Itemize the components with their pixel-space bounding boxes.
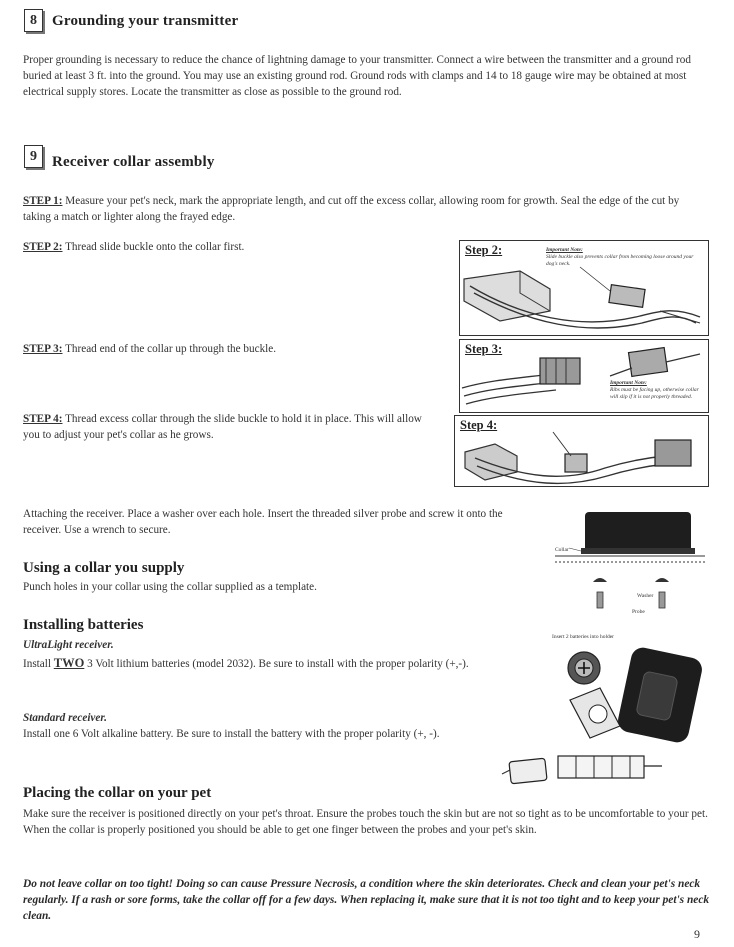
step-3-text	[23, 342, 443, 358]
slide-buckle-illustration	[455, 416, 708, 486]
step-2-label: STEP 2:	[23, 241, 63, 253]
ultralight-text	[23, 656, 503, 673]
step-2-note-title: Important Note:	[546, 247, 583, 253]
step-2-text	[23, 240, 443, 256]
placing-title: Placing the collar on your pet	[23, 785, 212, 801]
batteries-title: Installing batteries	[23, 617, 144, 633]
pressure-necrosis-warning: Do not leave collar on too tight! Doing so can cause Pressure Necrosis, a condition where the skin deteriorates. Check and clean your pet's neck regularly. If a rash or sore forms, take the collar off for a few days. When replacing it, make sure that it is not too tight and to keep your pet's neck clean.	[23, 878, 710, 922]
step-3-figure-label: Step 3:	[465, 342, 503, 356]
grounding-paragraph: Proper grounding is necessary to reduce the chance of lightning damage to your transmitter. Connect a wire between the transmitter and a ground rod buried at least 3 ft. into the ground. You may use an existing ground rod. Ground rods with clamps and 14 to 18 gauge wire may be obtained at most electrical supply stores. Locate the transmitter as close as possible to the ground rod.	[23, 54, 691, 98]
collar-callout: Collar	[555, 547, 569, 553]
step-2-figure-label: Step 2:	[465, 243, 503, 257]
ultralight-label: UltraLight receiver.	[23, 639, 114, 651]
standard-battery-illustration	[498, 748, 666, 788]
step-2-figure	[459, 240, 709, 336]
own-collar-text: Punch holes in your collar using the collar supplied as a template.	[23, 581, 317, 593]
section-8-title: Grounding your transmitter	[52, 13, 239, 29]
step-4-figure	[454, 415, 709, 487]
step-4-body: Thread excess collar through the slide buckle to hold it in place. This will allow you to adjust your pet's collar as he grows.	[23, 413, 422, 441]
attaching-paragraph: Attaching the receiver. Place a washer over each hole. Insert the threaded silver probe and screw it onto the receiver. Use a wrench to secure.	[23, 508, 503, 536]
page-number: 9	[694, 927, 700, 941]
section-9-title: Receiver collar assembly	[52, 154, 215, 170]
own-collar-title: Using a collar you supply	[23, 560, 185, 576]
step-3-note-title: Important Note:	[610, 380, 647, 386]
step-4-text	[23, 412, 441, 444]
step-1-text	[23, 194, 708, 226]
step-3-body: Thread end of the collar up through the buckle.	[65, 343, 277, 355]
step-4-figure-label: Step 4:	[460, 418, 498, 432]
collar-thread-illustration	[460, 340, 708, 412]
step-3-note-text: Ribs must be facing up, otherwise collar will slip if it is not properly threaded.	[610, 387, 699, 400]
ultralight-two: TWO	[53, 656, 85, 670]
step-4-label: STEP 4:	[23, 413, 63, 425]
standard-text: Install one 6 Volt alkaline battery. Be sure to install the battery with the proper polarity (+, -).	[23, 728, 440, 740]
step-1-body: Measure your pet's neck, mark the appropriate length, and cut off the excess collar, allowing room for growth. Seal the edge of the cut by taking a match or lighter along the frayed edge.	[23, 195, 680, 223]
section-number-8: 8	[24, 9, 43, 32]
step-2-note-text: Slide buckle also prevents collar from becoming loose around your dog's neck.	[546, 254, 694, 267]
battery-holder-illustration	[560, 640, 710, 740]
ultralight-post: 3 Volt lithium batteries (model 2032). Be sure to install with the proper polarity (+,-).	[84, 658, 469, 670]
battery-caption: Insert 2 batteries into holder	[552, 634, 615, 640]
washer-callout: Washer	[637, 593, 654, 599]
step-1-label: STEP 1:	[23, 195, 63, 207]
receiver-probe-illustration	[555, 508, 705, 620]
placing-text: Make sure the receiver is positioned directly on your pet's throat. Ensure the probes touch the skin but are not so tight as to be uncomfortable to your pet. When the collar is properly positioned you should be able to get one finger between the probes and your pet's skin.	[23, 808, 708, 836]
collar-buckle-illustration	[460, 241, 708, 335]
ultralight-pre: Install	[23, 658, 54, 670]
section-number-9: 9	[24, 145, 43, 168]
standard-label: Standard receiver.	[23, 712, 107, 724]
probe-callout: Probe	[632, 609, 645, 615]
step-3-figure	[459, 339, 709, 413]
step-3-label: STEP 3:	[23, 343, 63, 355]
step-2-body: Thread slide buckle onto the collar first.	[65, 241, 245, 253]
